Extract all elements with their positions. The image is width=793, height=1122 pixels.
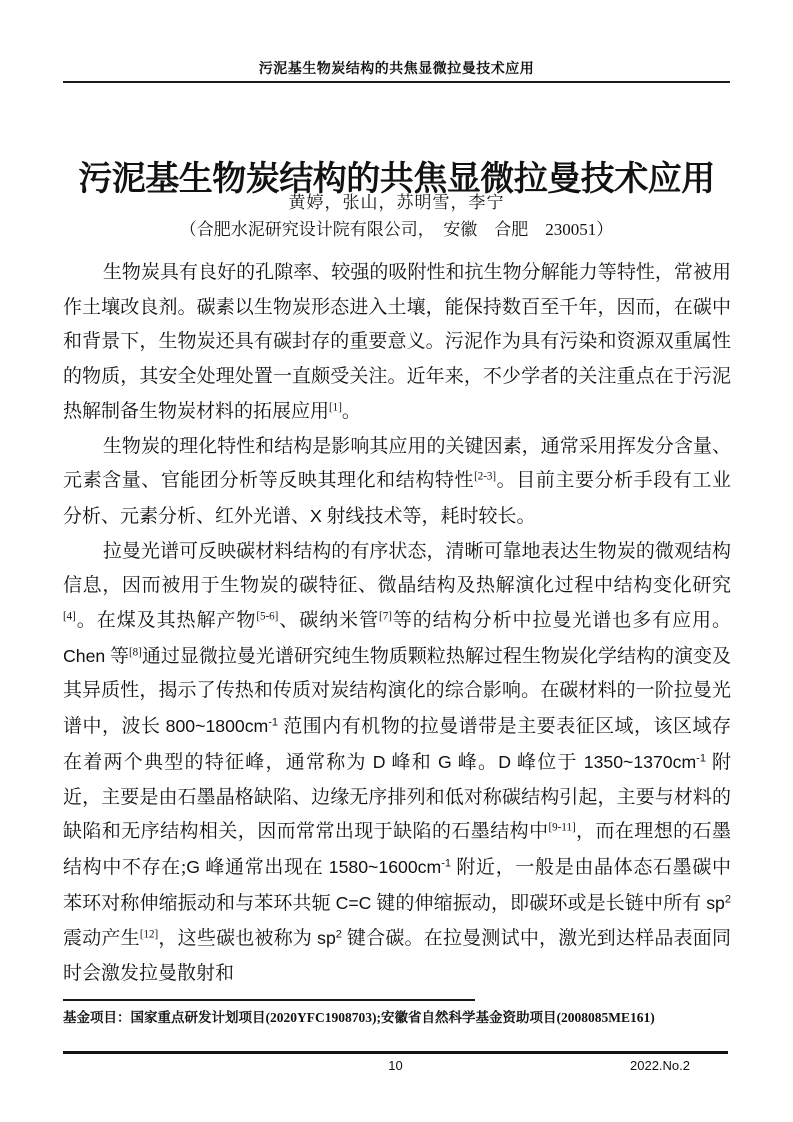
footnote-separator <box>63 999 475 1001</box>
paragraph-intro: 生物炭具有良好的孔隙率、较强的吸附性和抗生物分解能力等特性，常被用作土壤改良剂。碳素以生物炭形态进入土壤，能保持数百至千年，因而，在碳中和背景下，生物炭还具有碳封存的重要意义。污泥作为具有污染和资源双重属性的物质，其安全处理处置一直颇受关注。近年来，不少学者的关注重点在于污泥热解制备生物炭材料的拓展应用[1]。 <box>63 262 731 422</box>
running-head: 污泥基生物炭结构的共焦显微拉曼技术应用 <box>258 62 535 77</box>
page-title: 污泥基生物炭结构的共焦显微拉曼技术应用 <box>78 159 715 198</box>
affiliation-line: （合肥水泥研究设计院有限公司， 安徽 合肥 230051） <box>179 220 614 239</box>
header-divider <box>63 81 730 83</box>
issue-label: 2022.No.2 <box>630 1058 690 1073</box>
footer-divider <box>63 1051 728 1054</box>
paragraph-properties: 生物炭的理化特性和结构是影响其应用的关键因素，通常采用挥发分含量、元素含量、官能团分析等反映其理化和结构特性[2-3]。目前主要分析手段有工业分析、元素分析、红外光谱、X 射线技术等，耗时较长。 <box>63 435 731 527</box>
funding-footnote: 基金项目：国家重点研发计划项目(2020YFC1908703);安徽省自然科学基金资助项目(2008085ME161) <box>63 1010 655 1025</box>
page-number: 10 <box>388 1058 403 1073</box>
authors-line: 黄婷，张山，苏明雪，李宁 <box>288 193 505 212</box>
paragraph-raman: 拉曼光谱可反映碳材料结构的有序状态，清晰可靠地表达生物炭的微观结构信息，因而被用于生物炭的碳特征、微晶结构及热解演化过程中结构变化研究[4]。在煤及其热解产物[5-6]、碳纳米管[7]等的结构分析中拉曼光谱也多有应用。Chen 等[8]通过显微拉曼光谱研究纯生物质颗粒热解过程生物炭化学结构的演变及其异质性，揭示了传热和传质对炭结构演化的综合影响。在碳材料的一阶拉曼光谱中，波长 $800\sim 1800cm^{-1}$ 范围内有机物的拉曼谱带是主要表征区域，该区域存在着两个典型的特征峰，通常称为 D 峰和 G 峰。D 峰位于 $1350\sim 1370cm^{-1}$ 附近，主要是由石墨晶格缺陷、边缘无序排列和低对称碳结构引起，主要与材料的缺陷和无序结构相关，因而常常出现于缺陷的石墨结构中[9-11]，而在理想的石墨结构中不存在;G 峰通常出现在 $1580\sim 1600cm^{-1}$ 附近，一般是由晶体态石墨碳中苯环对称伸缩振动和与苯环共轭 C=C 键的伸缩振动，即碳环或是长链中所有 $sp^2$ 震动产生[12]，这些碳也被称为 $sp^2$ 键合碳。在拉曼测试中，激光到达样品表面同时会激发拉曼散射和 <box>63 540 731 985</box>
article-body <box>63 256 731 992</box>
